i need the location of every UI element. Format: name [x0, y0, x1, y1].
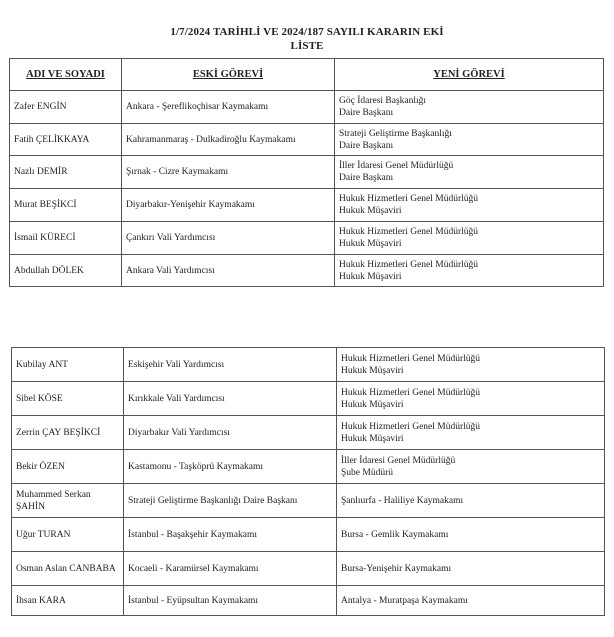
name-cell: Uğur TURAN: [12, 518, 124, 552]
new-position-line-1: İller İdaresi Genel Müdürlüğü: [341, 455, 456, 466]
new-position-line-2: Hukuk Müşaviri: [339, 239, 402, 249]
new-position-line-1: Bursa-Yenişehir Kaymakamı: [341, 563, 452, 574]
table-row: [10, 222, 604, 255]
new-position-cell: [335, 124, 604, 156]
new-position-cell: [337, 348, 605, 382]
table-row: [12, 586, 605, 616]
new-position-cell: [335, 189, 604, 222]
new-position-cell: [337, 586, 605, 616]
new-position-line-2: Hukuk Müşaviri: [341, 399, 404, 410]
header-new-position: YENİ GÖREVİ: [335, 59, 604, 91]
appointments-table-part-2: [11, 347, 605, 616]
table-row: [12, 348, 605, 382]
table-row: [10, 255, 604, 287]
new-position-line-2: Hukuk Müşaviri: [341, 365, 404, 376]
document-title: 1/7/2024 TARİHLİ VE 2024/187 SAYILI KARARIN EKİ: [170, 26, 444, 38]
new-position-line-1: Hukuk Hizmetleri Genel Müdürlüğü: [341, 387, 481, 398]
old-position-cell: Ankara Vali Yardımcısı: [122, 255, 335, 287]
name-cell: Nazlı DEMİR: [10, 156, 122, 189]
name-cell: Osman Aslan CANBABA: [12, 552, 124, 586]
old-position-cell: Kastamonu - Taşköprü Kaymakamı: [124, 450, 337, 484]
old-position-cell: Ankara - Şereflikoçhisar Kaymakamı: [122, 91, 335, 124]
new-position-cell: [335, 222, 604, 255]
old-position-cell: Şırnak - Cizre Kaymakamı: [122, 156, 335, 189]
new-position-line-1: Hukuk Hizmetleri Genel Müdürlüğü: [339, 259, 479, 270]
new-position-line-1: İller İdaresi Genel Müdürlüğü: [339, 161, 454, 171]
document-subtitle: LİSTE: [290, 40, 324, 52]
table-row: [10, 156, 604, 189]
new-position-cell: [337, 382, 605, 416]
old-position-cell: Kırıkkale Vali Yardımcısı: [124, 382, 337, 416]
new-position-cell: [335, 91, 604, 124]
new-position-cell: [335, 156, 604, 189]
table-row: [10, 124, 604, 156]
name-cell: Zerrin ÇAY BEŞİKCİ: [12, 416, 124, 450]
table-row: [12, 484, 605, 518]
name-cell: Sibel KÖSE: [12, 382, 124, 416]
old-position-cell: Çankırı Vali Yardımcısı: [122, 222, 335, 255]
new-position-line-1: Hukuk Hizmetleri Genel Müdürlüğü: [341, 353, 481, 364]
new-position-line-2: Daire Başkanı: [339, 140, 394, 151]
old-position-cell: Eskişehir Vali Yardımcısı: [124, 348, 337, 382]
table-row: [12, 552, 605, 586]
old-position-cell: Strateji Geliştirme Başkanlığı Daire Başkanı: [124, 484, 337, 518]
new-position-line-1: Hukuk Hizmetleri Genel Müdürlüğü: [339, 194, 479, 204]
old-position-cell: Kocaeli - Karamürsel Kaymakamı: [124, 552, 337, 586]
new-position-line-1: Hukuk Hizmetleri Genel Müdürlüğü: [339, 227, 479, 237]
old-position-cell: Kahramanmaraş - Dulkadiroğlu Kaymakamı: [122, 124, 335, 156]
new-position-cell: [337, 552, 605, 586]
new-position-line-1: Antalya - Muratpaşa Kaymakamı: [341, 595, 468, 606]
table-row: [12, 518, 605, 552]
new-position-line-2: Şube Müdürü: [341, 467, 393, 478]
new-position-cell: [337, 416, 605, 450]
header-name: ADI VE SOYADI: [10, 59, 122, 91]
name-cell: Kubilay ANT: [12, 348, 124, 382]
name-cell: Murat BEŞİKCİ: [10, 189, 122, 222]
name-cell: Zafer ENGİN: [10, 91, 122, 124]
new-position-line-2: Hukuk Müşaviri: [341, 433, 404, 444]
new-position-cell: [337, 518, 605, 552]
name-cell: İhsan KARA: [12, 586, 124, 616]
name-cell: Muhammed Serkan ŞAHİN: [12, 484, 124, 518]
new-position-line-2: Hukuk Müşaviri: [339, 271, 402, 282]
table-row: [10, 91, 604, 124]
name-cell: Fatih ÇELİKKAYA: [10, 124, 122, 156]
name-cell: Abdullah DÖLEK: [10, 255, 122, 287]
table-row: [10, 189, 604, 222]
table-row: [12, 382, 605, 416]
new-position-cell: [337, 450, 605, 484]
new-position-line-2: Hukuk Müşaviri: [339, 206, 402, 216]
new-position-line-1: Göç İdaresi Başkanlığı: [339, 96, 427, 106]
new-position-cell: [335, 255, 604, 287]
new-position-line-1: Hukuk Hizmetleri Genel Müdürlüğü: [341, 421, 481, 432]
name-cell: Bekir ÖZEN: [12, 450, 124, 484]
new-position-line-2: Daire Başkanı: [339, 108, 394, 118]
new-position-line-1: Strateji Geliştirme Başkanlığı: [339, 128, 452, 139]
appointments-table-part-1: [9, 58, 604, 287]
new-position-cell: [337, 484, 605, 518]
new-position-line-1: Bursa - Gemlik Kaymakamı: [341, 529, 449, 540]
old-position-cell: Diyarbakır Vali Yardımcısı: [124, 416, 337, 450]
old-position-cell: Diyarbakır-Yenişehir Kaymakamı: [122, 189, 335, 222]
table-row: [12, 450, 605, 484]
name-cell: İsmail KÜRECİ: [10, 222, 122, 255]
header-old-position: ESKİ GÖREVİ: [122, 59, 335, 91]
new-position-line-1: Şanlıurfa - Haliliye Kaymakamı: [341, 495, 464, 506]
table-header-row: [10, 59, 604, 91]
new-position-line-2: Daire Başkanı: [339, 173, 394, 183]
old-position-cell: İstanbul - Başakşehir Kaymakamı: [124, 518, 337, 552]
table-row: [12, 416, 605, 450]
old-position-cell: İstanbul - Eyüpsultan Kaymakamı: [124, 586, 337, 616]
